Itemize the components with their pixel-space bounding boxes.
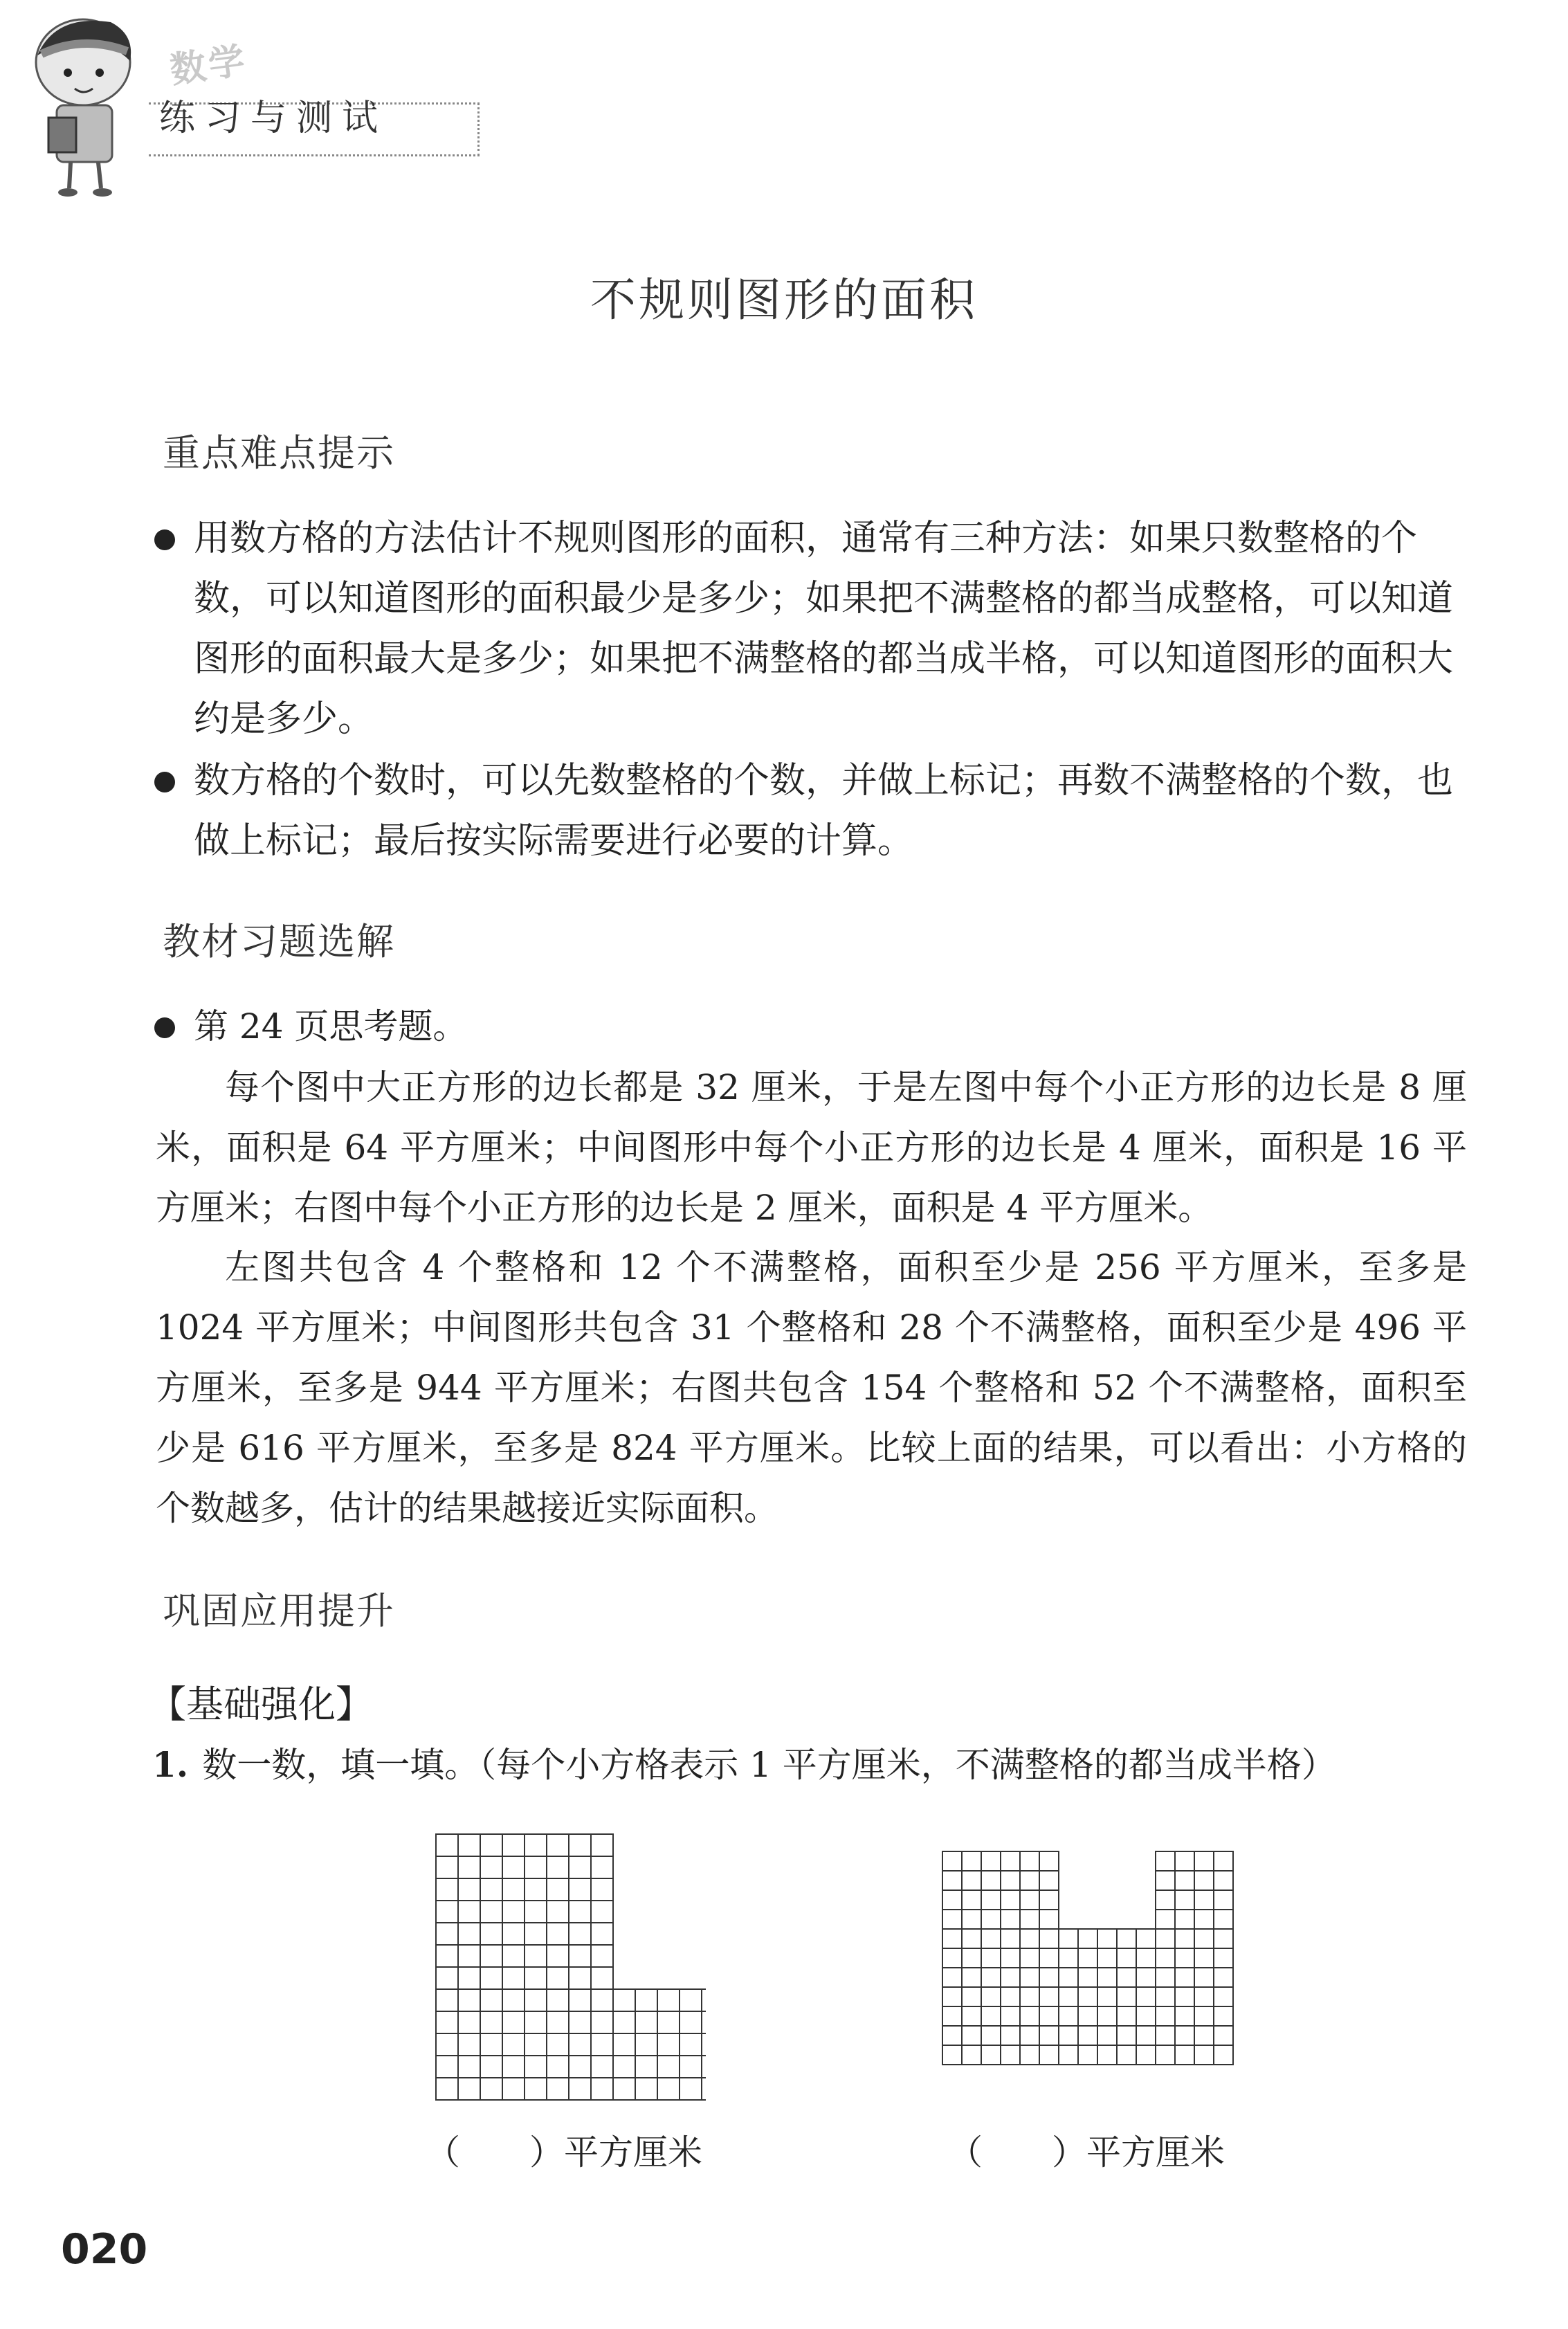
grid-cell (436, 1901, 458, 1923)
mascot-illustration (14, 7, 152, 201)
grid-cell (436, 1967, 458, 1989)
grid-cell (981, 1929, 1001, 1948)
section-key-points: 重点难点提示 (163, 431, 395, 475)
grid-cell (458, 1945, 480, 1967)
grid-cell (1117, 1968, 1136, 1987)
grid-cell (962, 1948, 981, 1968)
grid-cell (1020, 2026, 1039, 2045)
grid-cell (458, 1901, 480, 1923)
grid-cell (436, 2078, 458, 2100)
grid-cell (962, 2045, 981, 2065)
grid-cell (981, 1948, 1001, 1968)
grid-cell (981, 2026, 1001, 2045)
page-number: 020 (61, 2225, 148, 2274)
grid-cell (962, 1910, 981, 1929)
grid-cell (1214, 2006, 1233, 2026)
answer-blank-right[interactable]: （ ）平方厘米 (948, 2132, 1225, 2173)
grid-cell (458, 1989, 480, 2011)
grid-cell (1039, 1851, 1059, 1871)
grid-cell (1175, 1987, 1194, 2006)
grid-cell (981, 1910, 1001, 1929)
grid-cell (680, 2011, 702, 2033)
grid-cell (1214, 1871, 1233, 1890)
grid-cell (962, 2026, 981, 2045)
grid-cell (1175, 2006, 1194, 2026)
grid-cell (635, 2011, 657, 2033)
grid-cell (1156, 1871, 1175, 1890)
grid-cell (981, 1987, 1001, 2006)
grid-cell (1020, 1929, 1039, 1948)
grid-cell (480, 2011, 502, 2033)
grid-cell (1001, 1948, 1020, 1968)
grid-cell (1156, 1968, 1175, 1987)
grid-cell (1097, 1948, 1117, 1968)
grid-cell (1001, 1968, 1020, 1987)
grid-cell (436, 1945, 458, 1967)
question-1 (152, 1737, 1502, 1787)
grid-cell (547, 1901, 569, 1923)
grid-cell (1020, 1948, 1039, 1968)
grid-cell (702, 2078, 706, 2100)
grid-cell (657, 1989, 680, 2011)
grid-cell (962, 1890, 981, 1910)
grid-cell (1097, 1968, 1117, 1987)
question-1-text: 数一数，填一填。（每个小方格表示 1 平方厘米，不满整格的都当成半格） (202, 1745, 1336, 1785)
grid-cell (547, 2033, 569, 2056)
grid-cell (436, 1878, 458, 1901)
grid-cell (1059, 2045, 1078, 2065)
grid-cell (962, 2006, 981, 2026)
grid-cell (702, 2011, 706, 2033)
grid-cell (547, 2011, 569, 2033)
grid-cell (458, 2011, 480, 2033)
grid-cell (591, 1989, 613, 2011)
grid-cell (702, 2033, 706, 2056)
bullet-icon (154, 1017, 175, 1038)
grid-cell (657, 2033, 680, 2056)
grid-cell (480, 2033, 502, 2056)
textbook-paragraph-2: 左图共包含 4 个整格和 12 个不满整格，面积至少是 256 平方厘米，至多是 1024 平方厘米；中间图形共包含 31 个整格和 28 个不满整格，面积至少是 496 平方厘米，至多是 944 平方厘米；右图共包含 154 个整格和 52 个不满整格，面积至少是 616 平方厘米，至多是 824 平方厘米。比较上面的结果，可以看出：小方格的个数越多，估计的结果越接近实际面积。 (156, 1247, 1467, 1528)
grid-cell (480, 1989, 502, 2011)
grid-cell (1194, 1968, 1214, 1987)
grid-cell (1214, 1948, 1233, 1968)
key-point-1-text: 用数方格的方法估计不规则图形的面积，通常有三种方法：如果只数整格的个数，可以知道图形的面积最少是多少；如果把不满整格的都当成整格，可以知道图形的面积最大是多少；如果把不满整格的都当成半格，可以知道图形的面积大约是多少。 (194, 518, 1454, 740)
grid-cell (1039, 1871, 1059, 1890)
grid-cell (525, 1989, 547, 2011)
grid-cell (1156, 2006, 1175, 2026)
grid-cell (962, 1871, 981, 1890)
grid-cell (525, 1967, 547, 1989)
grid-cell (1020, 1890, 1039, 1910)
grid-cell (547, 2078, 569, 2100)
grid-cell (613, 2056, 635, 2078)
grid-cell (502, 1856, 525, 1878)
grid-cell (1214, 1890, 1233, 1910)
grid-cell (1097, 2006, 1117, 2026)
grid-cell (942, 1871, 962, 1890)
grid-cell (591, 2056, 613, 2078)
grid-cell (1039, 1890, 1059, 1910)
grid-cell (1097, 1987, 1117, 2006)
grid-cell (525, 1923, 547, 1945)
grid-cell (1001, 1987, 1020, 2006)
grid-cell (635, 2056, 657, 2078)
grid-cell (502, 1834, 525, 1856)
grid-cell (480, 1967, 502, 1989)
grid-cell (1136, 1929, 1156, 1948)
grid-cell (569, 2056, 591, 2078)
grid-cell (613, 1989, 635, 2011)
grid-cell (591, 1945, 613, 1967)
grid-cell (1175, 1851, 1194, 1871)
grid-cell (525, 2078, 547, 2100)
grid-cell (1214, 1851, 1233, 1871)
grid-cell (1194, 1929, 1214, 1948)
grid-cell (1194, 1871, 1214, 1890)
textbook-bullet-text: 第 24 页思考题。 (194, 1006, 468, 1046)
grid-cell (1136, 1948, 1156, 1968)
grid-cell (981, 1851, 1001, 1871)
grid-cell (458, 1834, 480, 1856)
grid-cell (1117, 2006, 1136, 2026)
grid-cell (1194, 1851, 1214, 1871)
grid-cell (1175, 2045, 1194, 2065)
grid-cell (458, 1923, 480, 1945)
grid-cell (680, 2078, 702, 2100)
grid-cell (1175, 1948, 1194, 1968)
grid-cell (1136, 2026, 1156, 2045)
grid-cell (547, 1967, 569, 1989)
grid-cell (1214, 1987, 1233, 2006)
grid-cell (1001, 2006, 1020, 2026)
grid-cell (1059, 1929, 1078, 1948)
grid-cell (569, 1856, 591, 1878)
grid-cell (1156, 1910, 1175, 1929)
grid-cell (1059, 1968, 1078, 1987)
grid-cell (1001, 1929, 1020, 1948)
grid-cell (942, 1910, 962, 1929)
grid-cell (569, 1878, 591, 1901)
grid-cell (1194, 2026, 1214, 2045)
bullet-icon (154, 529, 175, 550)
grid-cell (1020, 1987, 1039, 2006)
grid-cell (1001, 2026, 1020, 2045)
grid-cell (1117, 2026, 1136, 2045)
grid-cell (1001, 1910, 1020, 1929)
grid-cell (1078, 2026, 1097, 2045)
grid-cell (525, 1945, 547, 1967)
grid-cell (1194, 1910, 1214, 1929)
grid-cell (1214, 2045, 1233, 2065)
grid-cell (942, 1968, 962, 1987)
grid-cell (547, 2056, 569, 2078)
grid-cell (1156, 1890, 1175, 1910)
section-practice: 巩固应用提升 (163, 1589, 395, 1633)
grid-cell (569, 1923, 591, 1945)
grid-cell (547, 1945, 569, 1967)
grid-figure-left (415, 1827, 706, 2125)
grid-cell (480, 1856, 502, 1878)
grid-cell (1136, 2006, 1156, 2026)
grid-cell (942, 1929, 962, 1948)
grid-cell (702, 1989, 706, 2011)
grid-cell (458, 2078, 480, 2100)
grid-cell (525, 1878, 547, 1901)
grid-cell (1175, 1929, 1194, 1948)
grid-cell (1078, 1929, 1097, 1948)
grid-cell (458, 1967, 480, 1989)
grid-cell (480, 1901, 502, 1923)
question-1-number: 1. (152, 1744, 189, 1785)
grid-cell (1059, 2006, 1078, 2026)
grid-cell (1194, 2045, 1214, 2065)
grid-cell (1156, 1929, 1175, 1948)
grid-cell (613, 2033, 635, 2056)
grid-cell (525, 1856, 547, 1878)
grid-cell (1117, 1987, 1136, 2006)
grid-cell (1001, 1890, 1020, 1910)
header-series: 练习与测试 (159, 98, 388, 139)
grid-cell (942, 2045, 962, 2065)
grid-cell (981, 2045, 1001, 2065)
grid-cell (1001, 1851, 1020, 1871)
grid-cell (591, 1878, 613, 1901)
grid-cell (547, 1834, 569, 1856)
grid-cell (1097, 2045, 1117, 2065)
grid-cell (591, 2033, 613, 2056)
grid-cell (436, 2033, 458, 2056)
grid-cell (1175, 2026, 1194, 2045)
grid-cell (1078, 2045, 1097, 2065)
grid-cell (1020, 1851, 1039, 1871)
grid-cell (1194, 1987, 1214, 2006)
answer-blank-left[interactable]: （ ）平方厘米 (426, 2132, 702, 2173)
grid-cell (436, 1834, 458, 1856)
grid-cell (436, 1989, 458, 2011)
grid-cell (502, 2011, 525, 2033)
grid-cell (436, 1856, 458, 1878)
header-subject: 数学 (167, 39, 250, 92)
grid-cell (1059, 2026, 1078, 2045)
grid-cell (1175, 1890, 1194, 1910)
grid-cell (502, 1945, 525, 1967)
grid-cell (1097, 2026, 1117, 2045)
sub-heading-basic: 【基础强化】 (149, 1683, 373, 1726)
grid-cell (569, 2033, 591, 2056)
grid-cell (1020, 1910, 1039, 1929)
grid-cell (1039, 2006, 1059, 2026)
grid-cell (1078, 1948, 1097, 1968)
grid-cell (1039, 1987, 1059, 2006)
grid-cell (1078, 1968, 1097, 1987)
grid-cell (502, 1878, 525, 1901)
grid-cell (962, 1987, 981, 2006)
grid-cell (1156, 2045, 1175, 2065)
grid-cell (591, 1923, 613, 1945)
grid-cell (1156, 2026, 1175, 2045)
grid-cell (1059, 1948, 1078, 1968)
grid-cell (942, 2006, 962, 2026)
textbook-paragraph-1: 每个图中大正方形的边长都是 32 厘米，于是左图中每个小正方形的边长是 8 厘米，面积是 64 平方厘米；中间图形中每个小正方形的边长是 4 厘米，面积是 16 平方厘米；右图中每个小正方形的边长是 2 厘米，面积是 4 平方厘米。 (156, 1067, 1467, 1228)
grid-cell (702, 2056, 706, 2078)
grid-cell (525, 2056, 547, 2078)
key-point-2-text: 数方格的个数时，可以先数整格的个数，并做上标记；再数不满整格的个数，也做上标记；最后按实际需要进行必要的计算。 (194, 760, 1454, 862)
grid-cell (1136, 1987, 1156, 2006)
grid-cell (1020, 2006, 1039, 2026)
bullet-icon (154, 772, 175, 792)
grid-cell (436, 2011, 458, 2033)
grid-cell (1175, 1871, 1194, 1890)
grid-cell (942, 1851, 962, 1871)
grid-cell (569, 1834, 591, 1856)
grid-cell (591, 1967, 613, 1989)
grid-cell (502, 2078, 525, 2100)
grid-cell (525, 1834, 547, 1856)
grid-cell (1020, 2045, 1039, 2065)
grid-cell (569, 1901, 591, 1923)
section-textbook: 教材习题选解 (163, 920, 395, 963)
grid-cell (1156, 1948, 1175, 1968)
grid-cell (480, 1834, 502, 1856)
grid-cell (458, 2056, 480, 2078)
grid-cell (1001, 1871, 1020, 1890)
grid-cell (1194, 1948, 1214, 1968)
grid-cell (502, 2033, 525, 2056)
grid-cell (1117, 1929, 1136, 1948)
grid-cell (1097, 1929, 1117, 1948)
grid-cell (591, 2078, 613, 2100)
grid-cell (680, 2056, 702, 2078)
grid-cell (1194, 1890, 1214, 1910)
grid-cell (635, 2033, 657, 2056)
grid-cell (1039, 2045, 1059, 2065)
grid-cell (502, 1967, 525, 1989)
grid-cell (525, 1901, 547, 1923)
grid-cell (1214, 1910, 1233, 1929)
grid-cell (547, 1989, 569, 2011)
grid-cell (502, 1901, 525, 1923)
page-title: 不规则图形的面积 (590, 273, 978, 327)
grid-cell (502, 2056, 525, 2078)
grid-cell (1214, 1929, 1233, 1948)
grid-cell (1039, 1968, 1059, 1987)
grid-cell (547, 1856, 569, 1878)
grid-cell (981, 1890, 1001, 1910)
grid-cell (1194, 2006, 1214, 2026)
grid-cell (942, 2026, 962, 2045)
grid-cell (635, 2078, 657, 2100)
grid-cell (1039, 2026, 1059, 2045)
grid-cell (569, 2078, 591, 2100)
grid-cell (591, 1834, 613, 1856)
grid-cell (962, 1851, 981, 1871)
grid-cell (591, 1901, 613, 1923)
grid-cell (569, 1967, 591, 1989)
grid-cell (962, 1968, 981, 1987)
grid-cell (458, 1856, 480, 1878)
grid-cell (981, 1871, 1001, 1890)
grid-cell (1175, 1968, 1194, 1987)
grid-cell (1214, 2026, 1233, 2045)
grid-cell (502, 1923, 525, 1945)
grid-cell (1156, 1987, 1175, 2006)
grid-cell (635, 1989, 657, 2011)
grid-cell (942, 1948, 962, 1968)
grid-cell (480, 1923, 502, 1945)
grid-cell (942, 1890, 962, 1910)
grid-cell (458, 1878, 480, 1901)
grid-cell (480, 2078, 502, 2100)
grid-cell (525, 2011, 547, 2033)
grid-cell (1020, 1968, 1039, 1987)
grid-cell (1136, 1968, 1156, 1987)
grid-cell (569, 1989, 591, 2011)
grid-cell (547, 1923, 569, 1945)
grid-cell (942, 1987, 962, 2006)
grid-cell (591, 1856, 613, 1878)
grid-cell (591, 2011, 613, 2033)
grid-cell (569, 2011, 591, 2033)
grid-cell (613, 2011, 635, 2033)
key-point-2 (156, 751, 1470, 871)
grid-cell (1078, 1987, 1097, 2006)
grid-cell (1156, 1851, 1175, 1871)
grid-cell (502, 1989, 525, 2011)
grid-cell (962, 1929, 981, 1948)
grid-cell (1117, 1948, 1136, 1968)
grid-cell (1001, 2045, 1020, 2065)
grid-cell (981, 2006, 1001, 2026)
key-point-1 (156, 509, 1470, 750)
grid-cell (657, 2078, 680, 2100)
grid-cell (480, 1878, 502, 1901)
grid-cell (436, 2056, 458, 2078)
grid-cell (613, 2078, 635, 2100)
grid-cell (569, 1945, 591, 1967)
grid-cell (480, 2056, 502, 2078)
grid-cell (981, 1968, 1001, 1987)
grid-cell (525, 2033, 547, 2056)
grid-cell (1136, 2045, 1156, 2065)
grid-cell (1078, 2006, 1097, 2026)
grid-cell (1117, 2045, 1136, 2065)
grid-cell (1214, 1968, 1233, 1987)
grid-cell (1039, 1948, 1059, 1968)
grid-cell (1175, 1910, 1194, 1929)
grid-cell (436, 1923, 458, 1945)
grid-cell (680, 2033, 702, 2056)
grid-cell (657, 2056, 680, 2078)
textbook-bullet (156, 997, 1470, 1057)
grid-cell (1039, 1910, 1059, 1929)
grid-cell (547, 1878, 569, 1901)
grid-cell (1059, 1987, 1078, 2006)
grid-cell (1039, 1929, 1059, 1948)
grid-cell (480, 1945, 502, 1967)
grid-cell (458, 2033, 480, 2056)
grid-cell (657, 2011, 680, 2033)
grid-cell (680, 1989, 702, 2011)
grid-figure-right (927, 1845, 1246, 2121)
grid-cell (1020, 1871, 1039, 1890)
